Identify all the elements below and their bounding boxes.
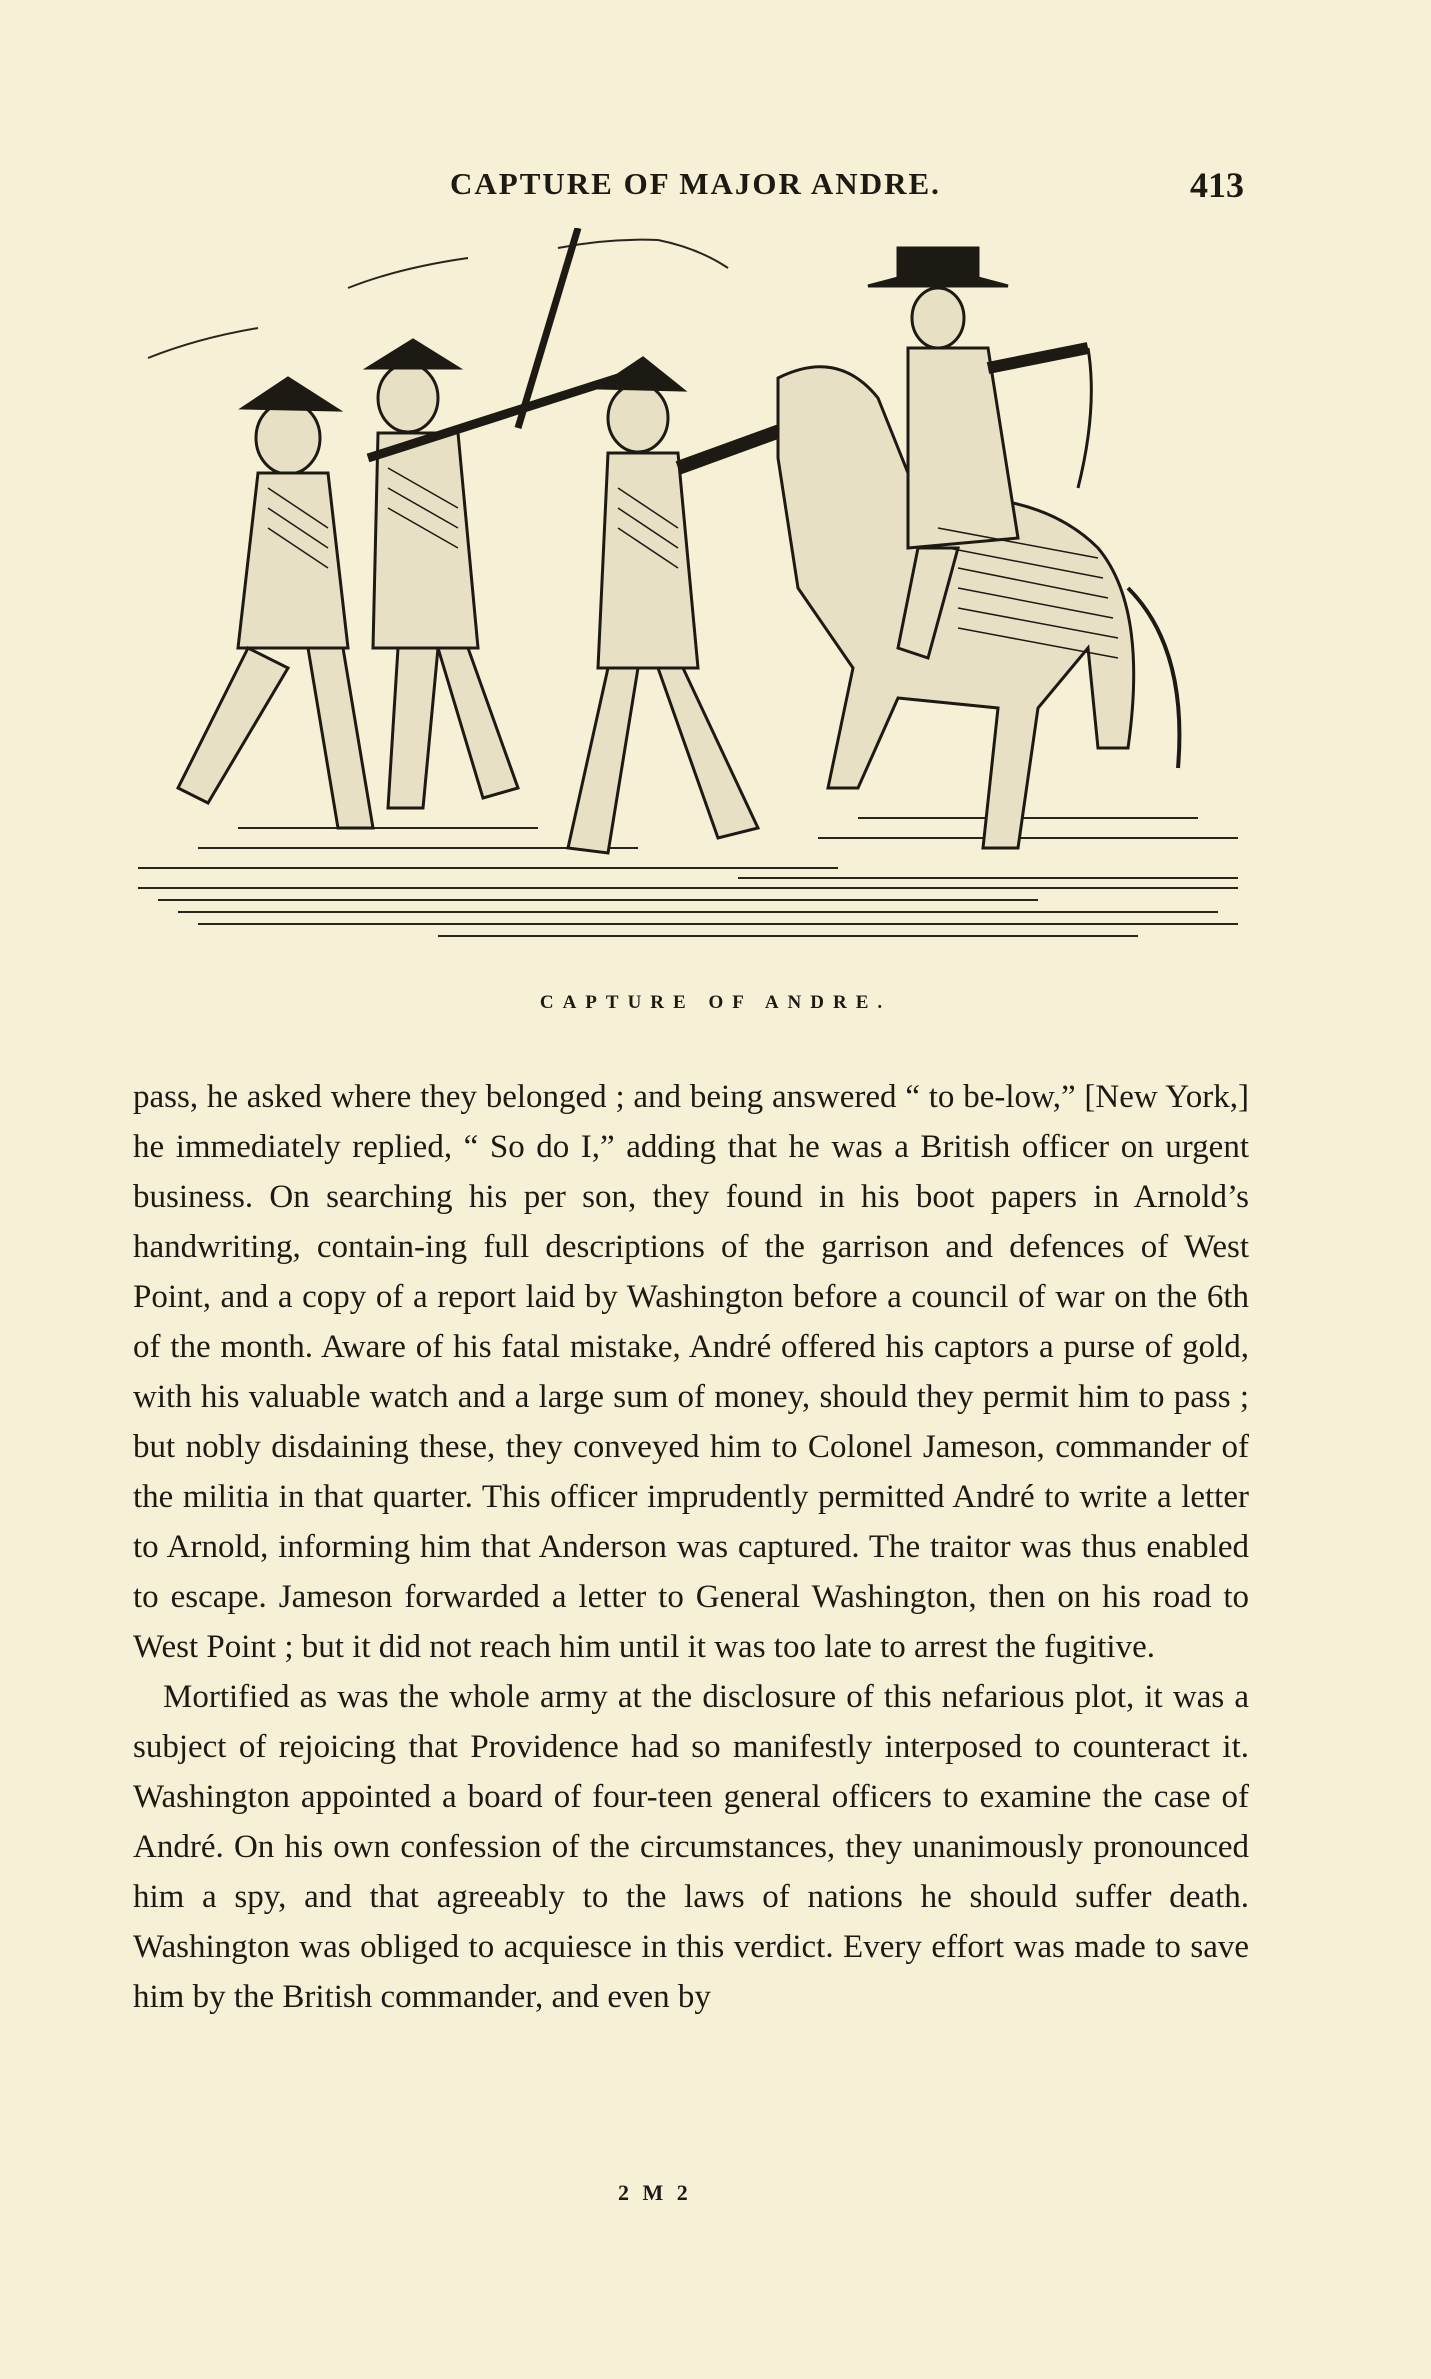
figure-caption: CAPTURE OF ANDRE. xyxy=(539,992,892,1013)
paragraph: pass, he asked where they belonged ; and being answered “ to be-low,” [New York,] he immediately replied, “ So do I,” adding that he was a British officer on urgent business. On searching his per son, they found in his boot papers in Arnold’s handwriting, contain-ing full descriptions of the garrison and defences of West Point, and a copy of a report laid by Washington before a council of war on the 6th of the month. Aware of his fatal mistake, André offered his captors a purse of gold, with his valuable watch and a large sum of money, should they permit him to pass ; but nobly disdaining these, they conveyed him to Colonel Jameson, commander of the militia in that quarter. This officer imprudently permitted André to write a letter to Arnold, informing him that Anderson was captured. The traitor was thus enabled to escape. Jameson forwarded a letter to General Washington, then on his road to West Point ; but it did not reach him until it was too late to arrest the fugitive. xyxy=(133,1079,1249,1665)
paragraph: Mortified as was the whole army at the disclosure of this nefarious plot, it was a subject of rejoicing that Providence had so manifestly interposed to counteract it. Washington appointed a board of four-teen general officers to examine the case of André. On his own confession of the circumstances, they unanimously pronounced him a spy, and that agreeably to the laws of nations he should suffer death. Washington was obliged to acquiesce in this verdict. Every effort was made to save him by the British commander, and even by xyxy=(133,1679,1249,2015)
body-text xyxy=(133,1072,1249,2022)
engraving-capture-of-andre xyxy=(138,228,1250,968)
figures xyxy=(178,228,1179,853)
page-number: 413 xyxy=(1190,165,1244,205)
signature-mark: 2 M 2 xyxy=(618,2180,692,2205)
running-title: CAPTURE OF MAJOR ANDRE. xyxy=(450,166,941,201)
ground-hatching xyxy=(138,818,1238,936)
